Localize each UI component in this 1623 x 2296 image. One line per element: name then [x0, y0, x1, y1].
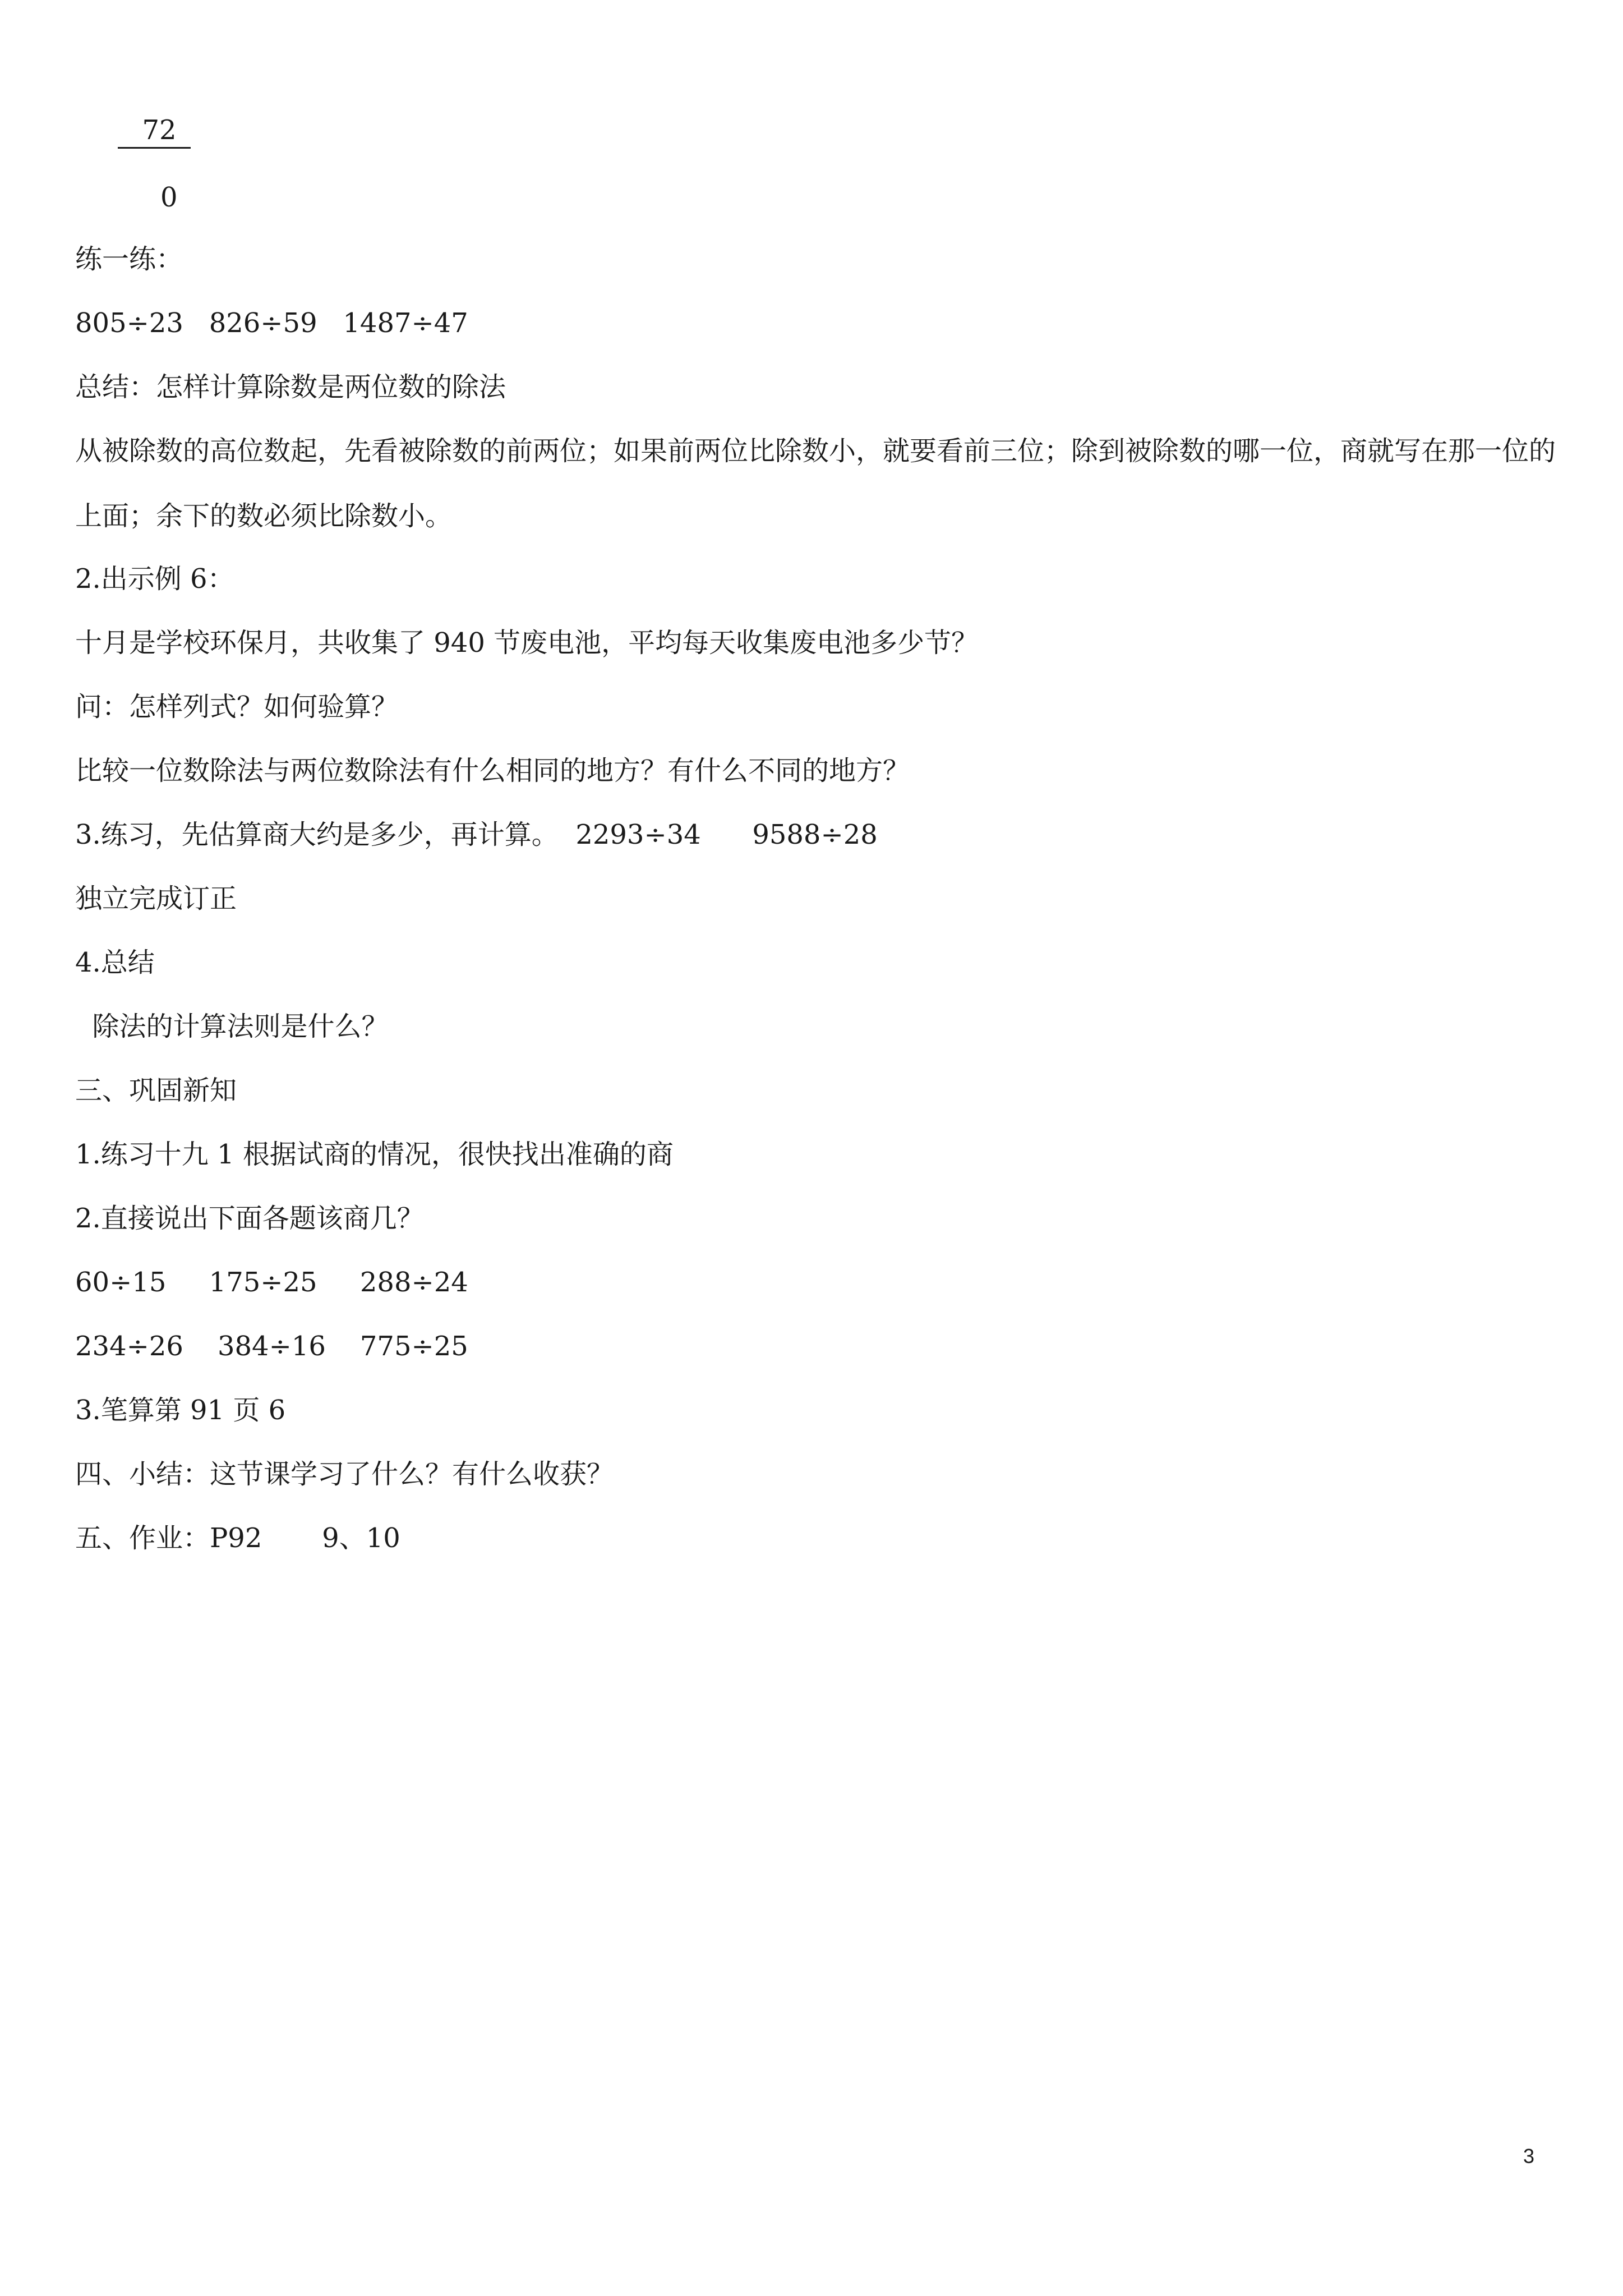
section4-heading: 四、小结：这节课学习了什么？有什么收获？: [75, 1458, 614, 1490]
example6-title: 2.出示例 6：: [75, 563, 234, 595]
item2-line: 2.直接说出下面各题该商几？: [75, 1203, 424, 1234]
item1-line: 1.练习十九 1 根据试商的情况，很快找出准确的商: [75, 1139, 674, 1170]
section3-heading: 三、巩固新知: [75, 1075, 237, 1106]
compare-line: 比较一位数除法与两位数除法有什么相同的地方？有什么不同的地方？: [75, 755, 910, 786]
summary-body: 从被除数的高位数起，先看被除数的前两位；如果前两位比除数小，就要看前三位；除到被除数的哪一位，商就写在那一位的上面；余下的数必须比除数小。: [75, 435, 1556, 532]
independent-line: 独立完成订正: [75, 883, 237, 914]
remainder: 0: [160, 182, 178, 213]
summary-title: 总结：怎样计算除数是两位数的除法: [75, 371, 506, 403]
summary4-line: 4.总结: [75, 947, 155, 978]
practice-items: 805÷23 826÷59 1487÷47: [75, 307, 468, 339]
division-row-2: 234÷26 384÷16 775÷25: [75, 1331, 468, 1362]
partial-product: 72: [118, 113, 191, 149]
page-number: 3: [1523, 2145, 1535, 2168]
item3-line: 3.笔算第 91 页 6: [75, 1395, 286, 1426]
example6-problem: 十月是学校环保月，共收集了 940 节废电池，平均每天收集废电池多少节？: [75, 627, 979, 659]
rule-question-line: 除法的计算法则是什么？: [75, 1011, 389, 1042]
practice-title: 练一练：: [75, 243, 183, 275]
exercise3-line: 3.练习，先估算商大约是多少，再计算。 2293÷34 9588÷28: [75, 819, 878, 850]
question-line: 问：怎样列式？如何验算？: [75, 691, 399, 723]
division-row-1: 60÷15 175÷25 288÷24: [75, 1267, 468, 1298]
section5-heading: 五、作业：P92 9、10: [75, 1522, 400, 1554]
